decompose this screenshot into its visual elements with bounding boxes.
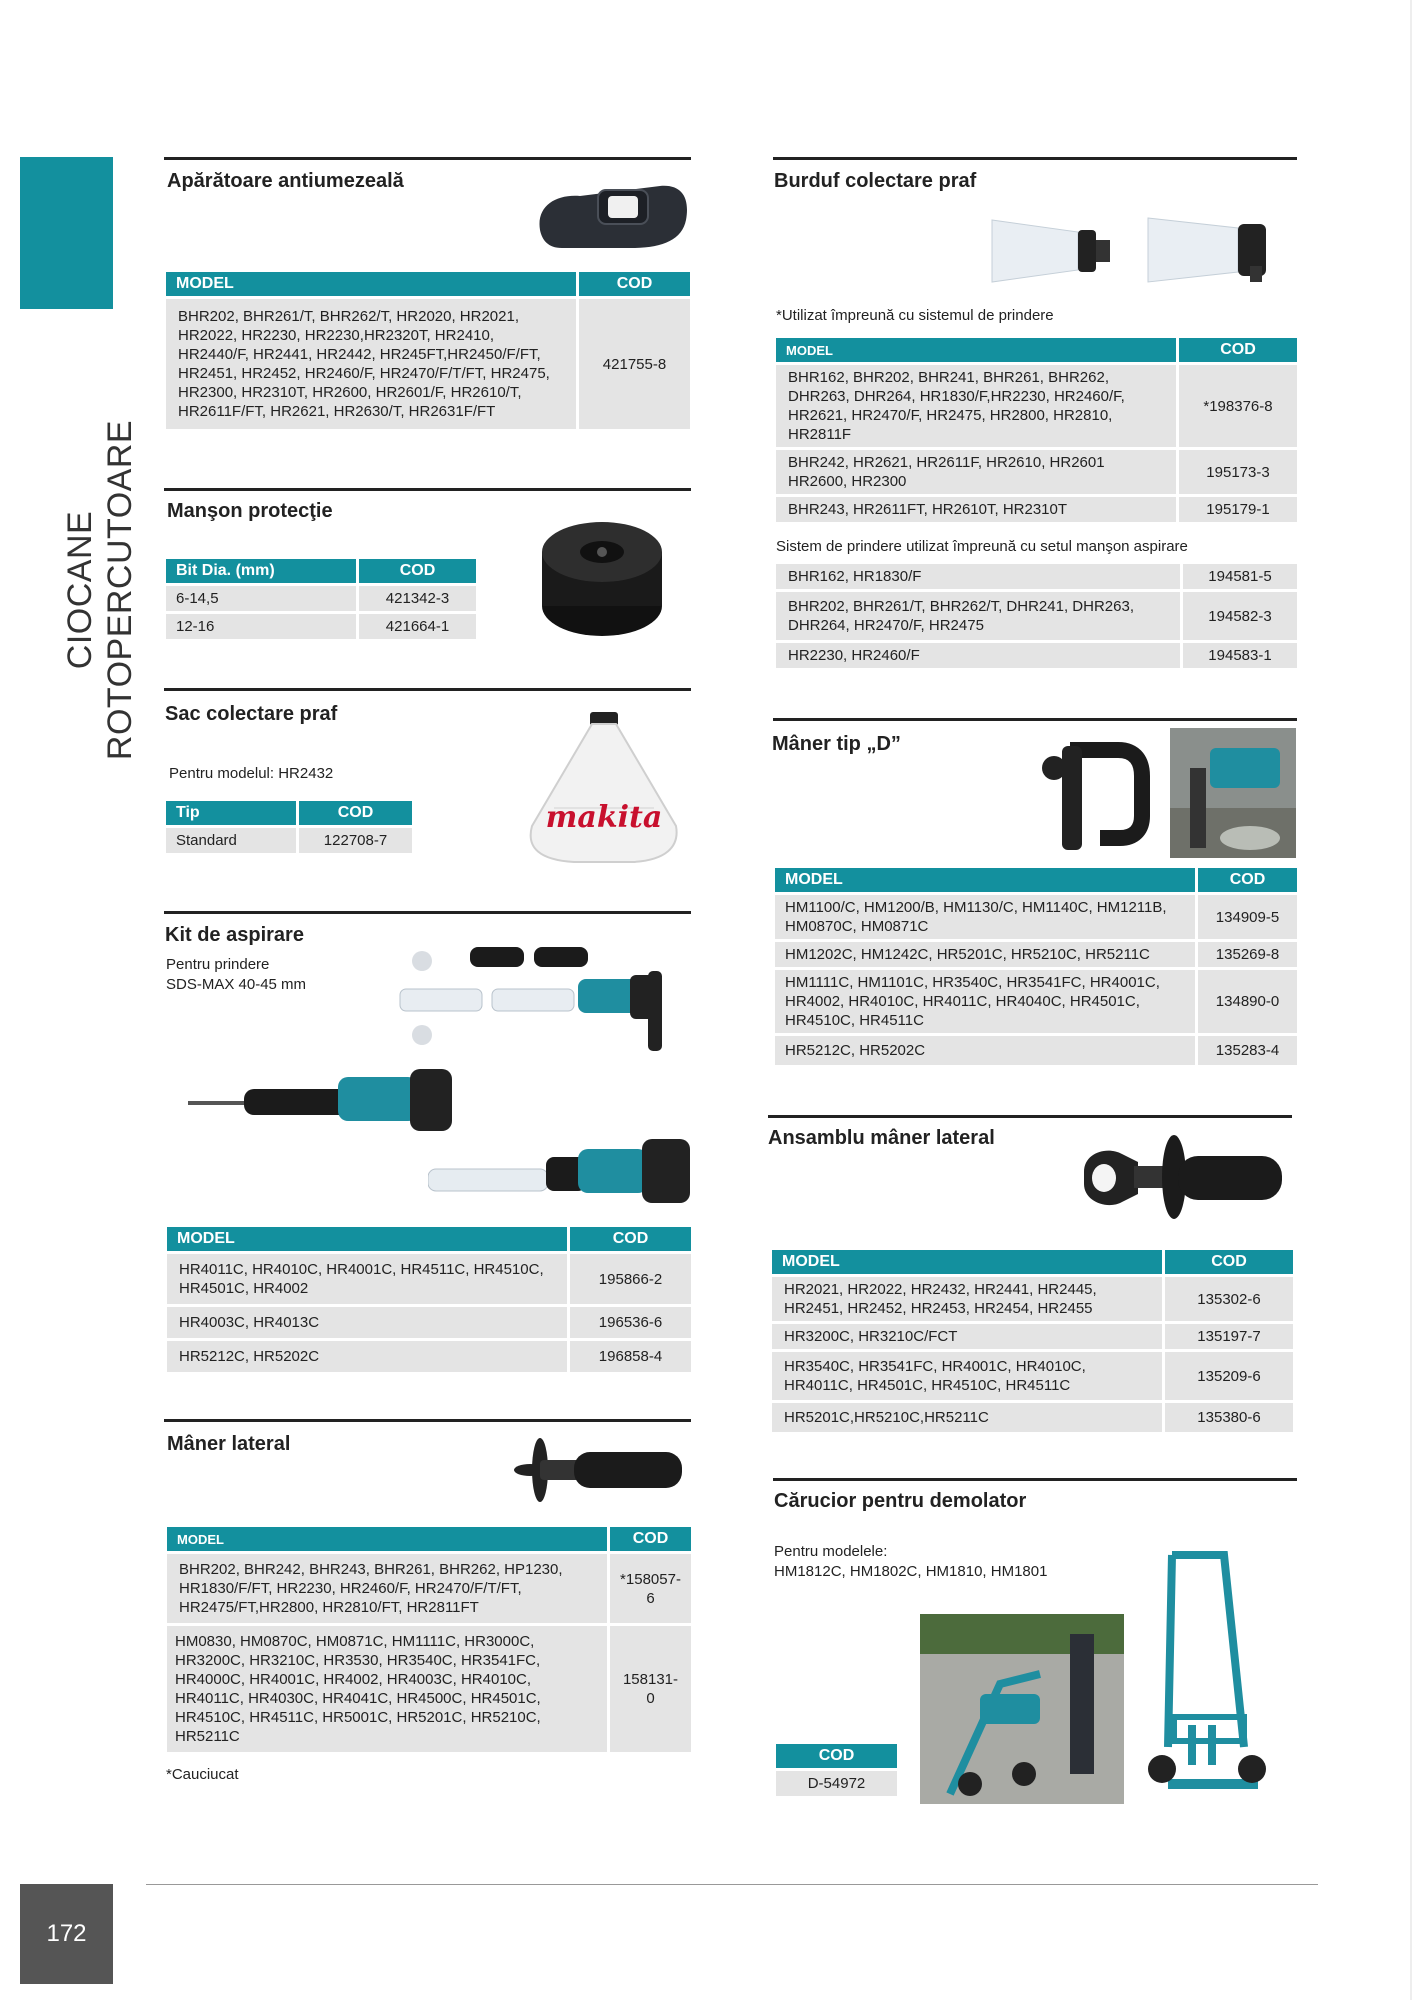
makita-logo: makita (545, 800, 663, 835)
trolley-usage-photo (920, 1614, 1124, 1804)
table-row: 12-16 421664-1 (166, 614, 476, 639)
d-handle-usage-photo (1170, 728, 1296, 858)
ansamblu-table: MODEL COD HR2021, HR2022, HR2432, HR2441, HR2445, HR2451, HR2452, HR2453, HR2454, HR2455 135302-6 HR3200C, HR3210C/FCT 135197-7 HR3540C, HR3541FC, HR4001C, HR4010C, HR4011C, HR4501C, HR4510C, HR4511C 135209-6 HR5201C,HR5210C,HR5211C 135380-6 (769, 1247, 1296, 1435)
rotary-hammer-image (188, 1063, 456, 1143)
section-divider (164, 488, 691, 491)
table-row: BHR202, BHR261/T, BHR262/T, DHR241, DHR263, DHR264, HR2470/F, HR2475 194582-3 (776, 592, 1297, 640)
section-title: Apărătoare antiumezeală (167, 170, 404, 192)
table-row: HR4003C, HR4013C 196536-6 (167, 1307, 691, 1338)
dust-bellows-image (988, 206, 1290, 288)
d-handle-image (1040, 742, 1152, 854)
table-row: BHR202, BHR242, BHR243, BHR261, BHR262, HP1230, HR1830/F/FT, HR2230, HR2460/F, HR2470/F/T/FT, HR2475/FT,HR2800, HR2810/FT, HR2811FT *158057-6 (167, 1554, 691, 1623)
table-row: BHR162, BHR202, BHR241, BHR261, BHR262, DHR263, DHR264, HR1830/F,HR2230, HR2460/F, HR2621, HR2470/F, HR2475, HR2800, HR2810, HR2811F *198376-8 (776, 365, 1297, 447)
table-row: BHR243, HR2611FT, HR2610T, HR2310T 195179-1 (776, 497, 1297, 522)
table-row: HR5201C,HR5210C,HR5211C 135380-6 (772, 1403, 1293, 1432)
table-row: HR3200C, HR3210C/FCT 135197-7 (772, 1324, 1293, 1349)
section-title: Kit de aspirare (165, 924, 304, 946)
carucior-table: COD D-54972 (773, 1741, 900, 1799)
protection-sleeve-image (538, 518, 666, 642)
table-row: 6-14,5 421342-3 (166, 586, 476, 611)
section-divider (164, 1419, 691, 1422)
section-divider (773, 1478, 1297, 1481)
section-title: Mâner tip „D” (772, 733, 901, 755)
demolition-trolley-image (1148, 1547, 1266, 1811)
page-number: 172 (20, 1884, 113, 1984)
col-header-model: MODEL (166, 272, 576, 296)
rotary-hammer-with-kit-image (428, 1133, 696, 1213)
burduf-system-table (773, 561, 1300, 671)
table-row: HR2230, HR2460/F 194583-1 (776, 643, 1297, 668)
table-row: HM0830, HM0870C, HM0871C, HM1111C, HR3000C, HR3200C, HR3210C, HR3530, HR3540C, HR3541FC, HR4000C, HR4001C, HR4002, HR4003C, HR4010C, HR4011C, HR4030C, HR4041C, HR4500C, HR4501C, HR4510C, HR4511C, HR5001C, HR5201C, HR5210C, HR5211C 158131-0 (167, 1626, 691, 1752)
table-row: HM1111C, HM1101C, HR3540C, HR3541FC, HR4001C, HR4002, HR4010C, HR4011C, HR4040C, HR4501C, HR4510C, HR4511C 134890-0 (775, 970, 1297, 1033)
section-title: Mâner lateral (167, 1433, 291, 1455)
section-title: Burduf colectare praf (774, 170, 977, 192)
burduf-table: MODEL COD BHR162, BHR202, BHR241, BHR261, BHR262, DHR263, DHR264, HR1830/F,HR2230, HR2460/F, HR2621, HR2470/F, HR2475, HR2800, HR2810, HR2811F *198376-8 BHR242, HR2621, HR2611F, HR2610, HR2601 HR2600, HR2300 195173-3 BHR243, HR2611FT, HR2610T, HR2310T 195179-1 (773, 335, 1300, 525)
section-divider (773, 157, 1297, 160)
table-row: BHR162, HR1830/F 194581-5 (776, 564, 1297, 589)
moisture-guard-image (532, 178, 692, 253)
table-row: HR5212C, HR5202C 135283-4 (775, 1036, 1297, 1065)
section-divider (773, 718, 1297, 721)
sac-table: Tip COD Standard 122708-7 (163, 798, 415, 856)
table-row: HR2021, HR2022, HR2432, HR2441, HR2445, HR2451, HR2452, HR2453, HR2454, HR2455 135302-6 (772, 1277, 1293, 1321)
table-row: Standard 122708-7 (166, 828, 412, 853)
section-title: Cărucior pentru demolator (774, 1490, 1027, 1512)
table-row: D-54972 (776, 1771, 897, 1796)
table-row: HM1202C, HM1242C, HR5201C, HR5210C, HR5211C 135269-8 (775, 942, 1297, 967)
section-title: Ansamblu mâner lateral (768, 1127, 995, 1149)
table-row: BHR202, BHR261/T, BHR262/T, HR2020, HR2021, HR2022, HR2230, HR2230,HR2320T, HR2410, HR2440/F, HR2441, HR2442, HR245FT,HR2450/F/FT, HR2451, HR2452, HR2460/F, HR2470/F/T/FT, HR2475, HR2300, HR2310T, HR2600, HR2601/F, HR2610/T, HR2611F/FT, HR2621, HR2630/T, HR2631F/FT 421755-8 (166, 299, 690, 429)
kit-table: MODEL COD HR4011C, HR4010C, HR4001C, HR4511C, HR4510C, HR4501C, HR4002 195866-2 HR4003C, HR4013C 196536-6 HR5212C, HR5202C 196858-4 (164, 1224, 694, 1375)
col-header-cod: COD (579, 272, 690, 296)
footer-divider (146, 1884, 1318, 1885)
section-divider (164, 688, 691, 691)
table-row: HR5212C, HR5202C 196858-4 (167, 1341, 691, 1372)
footnote: *Cauciucat (166, 1766, 239, 1783)
side-label: CIOCANE ROTOPERCUTOARE (61, 419, 139, 761)
section-title: Sac colectare praf (165, 703, 338, 725)
section-divider (164, 911, 691, 914)
maner-lateral-table: MODEL COD BHR202, BHR242, BHR243, BHR261, BHR262, HP1230, HR1830/F/FT, HR2230, HR2460/F, HR2470/F/T/FT, HR2475/FT,HR2800, HR2810/FT, HR2811FT *158057-6 HM0830, HM0870C, HM0871C, HM1111C, HR3000C, HR3200C, HR3210C, HR3530, HR3540C, HR3541FC, HR4000C, HR4001C, HR4002, HR4003C, HR4010C, HR4011C, HR4030C, HR4041C, HR4500C, HR4501C, HR4510C, HR4511C, HR5001C, HR5201C, HR5210C, HR5211C 158131-0 (164, 1524, 694, 1755)
system-note: Sistem de prindere utilizat împreună cu setul manşon aspirare (776, 538, 1188, 555)
manson-table: Bit Dia. (mm) COD 6-14,5 421342-3 12-16 421664-1 (163, 556, 479, 642)
table-row: HM1100/C, HM1200/B, HM1130/C, HM1140C, HM1211B, HM0870C, HM0871C 134909-5 (775, 895, 1297, 939)
usage-note: *Utilizat împreună cu sistemul de prindere (776, 307, 1054, 324)
suction-kit-parts-image (392, 935, 696, 1075)
table-row: HR3540C, HR3541FC, HR4001C, HR4010C, HR4011C, HR4501C, HR4510C, HR4511C 135209-6 (772, 1352, 1293, 1400)
dust-bag-image (514, 708, 694, 868)
table-row: HR4011C, HR4010C, HR4001C, HR4511C, HR4510C, HR4501C, HR4002 195866-2 (167, 1254, 691, 1304)
section-tab (20, 157, 113, 309)
maner-d-table: MODEL COD HM1100/C, HM1200/B, HM1130/C, HM1140C, HM1211B, HM0870C, HM0871C 134909-5 HM1202C, HM1242C, HR5201C, HR5210C, HR5211C 135269-8 HM1111C, HM1101C, HR3540C, HR3541FC, HR4001C, HR4002, HR4010C, HR4011C, HR4040C, HR4501C, HR4510C, HR4511C 134890-0 HR5212C, HR5202C 135283-4 (772, 865, 1300, 1068)
section-divider (164, 157, 691, 160)
side-handle-image (510, 1434, 685, 1514)
model-note: Pentru modelul: HR2432 (169, 765, 334, 782)
side-handle-assembly-image (1078, 1132, 1284, 1228)
page-edge (1410, 0, 1412, 2000)
table-row: BHR242, HR2621, HR2611F, HR2610, HR2601 HR2600, HR2300 195173-3 (776, 450, 1297, 494)
aparatoare-table (163, 269, 693, 432)
section-title: Manşon protecţie (167, 500, 333, 522)
section-divider (768, 1115, 1292, 1118)
